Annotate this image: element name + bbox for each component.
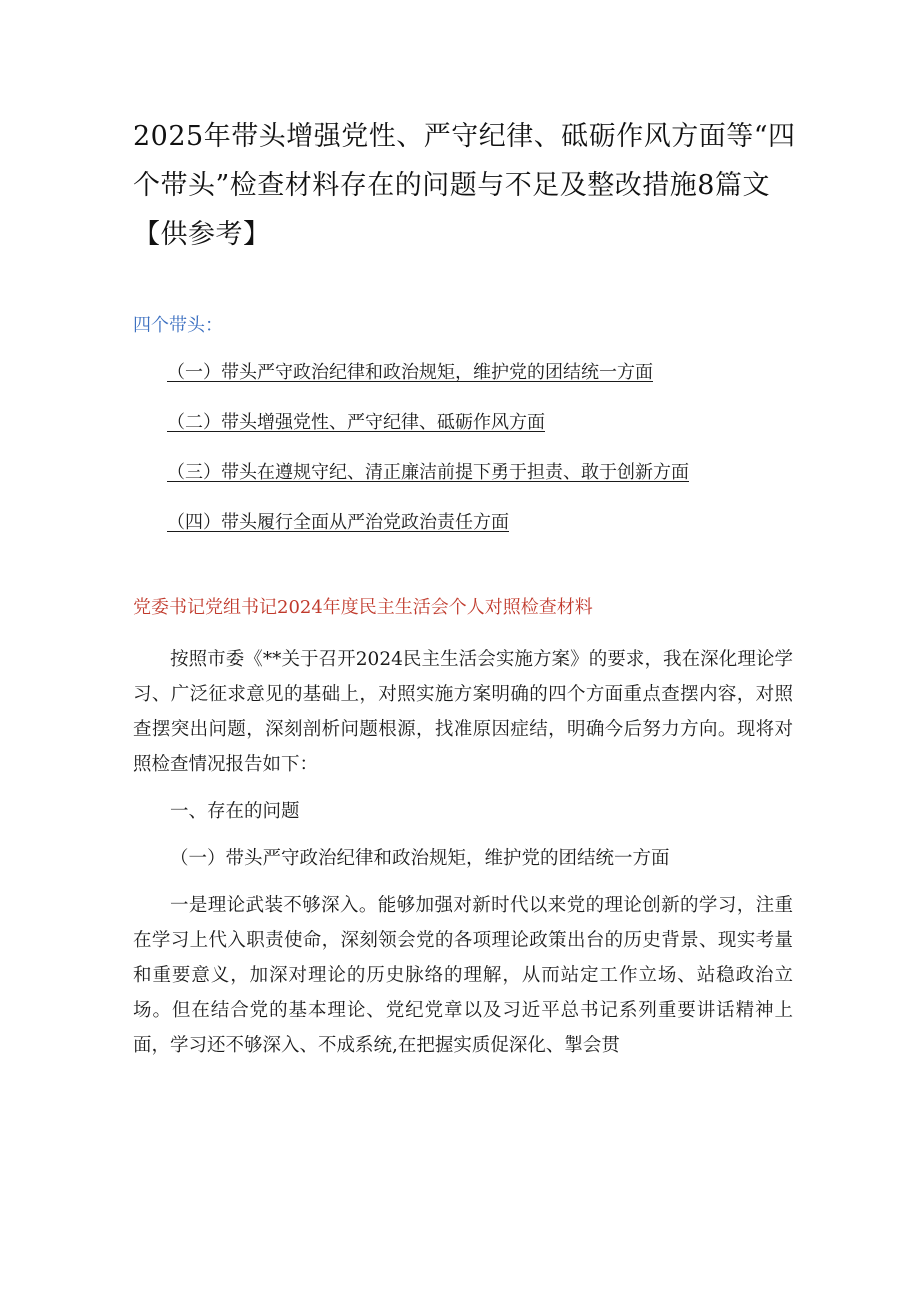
toc-item — [167, 510, 689, 560]
subsection-heading: （一）带头严守政治纪律和政治规矩，维护党的团结统一方面 — [170, 848, 670, 869]
toc-item — [167, 460, 689, 510]
article-title: 党委书记党组书记2024年度民主生活会个人对照检查材料 — [133, 597, 593, 618]
toc-link-3[interactable]: （三）带头在遵规守纪、清正廉洁前提下勇于担责、敢于创新方面 — [167, 462, 689, 483]
toc-link-4[interactable]: （四）带头履行全面从严治党政治责任方面 — [167, 512, 509, 533]
toc-list — [167, 360, 689, 560]
toc-item — [167, 410, 689, 460]
point-one-paragraph: 一是理论武装不够深入。能够加强对新时代以来党的理论创新的学习，注重在学习上代入职责使命，深刻领会党的各项理论政策出台的历史背景、现实考量和重要意义，加深对理论的历史脉络的理解，从而站定工作立场、站稳政治立场。但在结合党的基本理论、党纪党章以及习近平总书记系列重要讲话精神上面，学习还不够深入、不成系统,在把握实质促深化、掣会贯 — [133, 895, 793, 1056]
toc-heading: 四个带头： — [133, 315, 223, 336]
section-heading: 一、存在的问题 — [170, 801, 300, 822]
toc-link-1[interactable]: （一）带头严守政治纪律和政治规矩，维护党的团结统一方面 — [167, 362, 653, 383]
intro-paragraph: 按照市委《**关于召开2024民主生活会实施方案》的要求，我在深化理论学习、广泛征求意见的基础上，对照实施方案明确的四个方面重点查摆内容，对照查摆突出问题，深刻剖析问题根源，找准原因症结，明确今后努力方向。现将对照检查情况报告如下： — [133, 649, 793, 775]
toc-link-2[interactable]: （二）带头增强党性、严守纪律、砥砺作风方面 — [167, 412, 545, 433]
article-body — [133, 642, 793, 1075]
toc-item — [167, 360, 689, 410]
document-title: 2025年带头增强党性、严守纪律、砥砺作风方面等“四个带头”检查材料存在的问题与不足及整改措施8篇文【供参考】 — [133, 121, 796, 250]
